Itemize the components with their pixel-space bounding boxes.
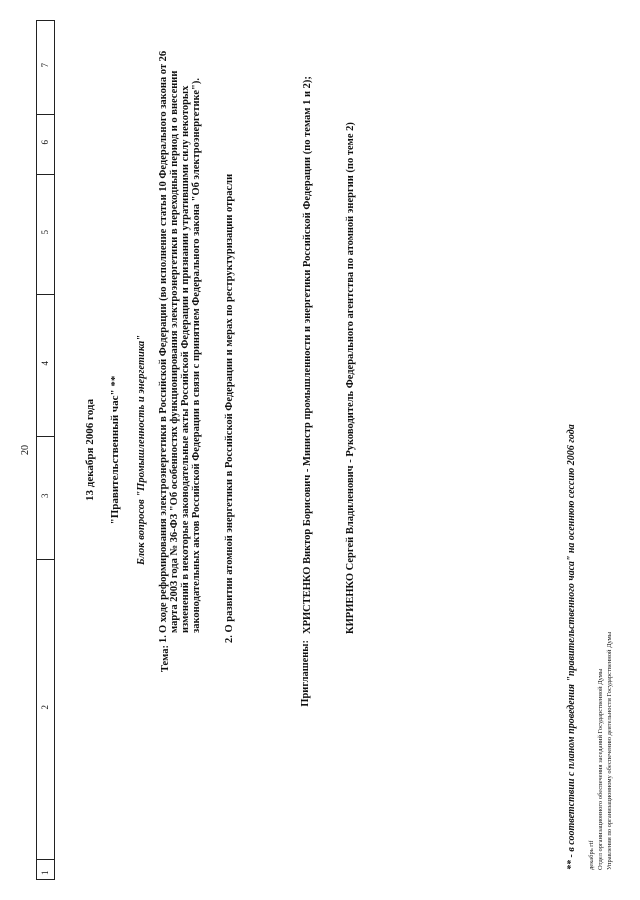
column-header-7: 7: [40, 63, 50, 68]
topic-number: 2.: [224, 635, 235, 643]
directorate-line: Управления по организационному обеспечению деятельности Государственной Думы: [606, 631, 613, 870]
invited-label: Приглашены:: [300, 640, 311, 707]
topic-text: О ходе реформирования электроэнергетики в Российской Федерации (во исполнение статьи 10 Федерального закона от 26 марта 2003 года № 36-ФЗ "Об особенностях функционирования электроэнергетики в переходный период и о внесении изменений в некоторые законодательные акты Российской Федерации и признании утратившими силу некоторых законодательных актов Российской Федерации в связи с принятием Федерального закона "Об электроэнергетике").: [158, 50, 202, 633]
column-header-4: 4: [37, 294, 54, 436]
page-number: 20: [20, 445, 31, 455]
topic-item: [224, 43, 235, 643]
footnote: ** - в соответствии с планом проведения "правительственного часа" на осеннюю сессию 2006 года: [566, 424, 577, 870]
topic-number: 1.: [158, 635, 169, 643]
department-line: Отдел организационного обеспечения заседаний Государственной Думы: [597, 668, 604, 870]
column-header-5: 5: [37, 174, 54, 294]
column-header-2: 2: [37, 559, 54, 859]
invited-person: [302, 34, 313, 634]
session-date: 13 декабря 2006 года: [84, 399, 96, 501]
invited-person-role: - Руководитель Федерального агентства по атомной энергии (по теме 2): [345, 122, 356, 466]
question-block-title: Блок вопросов "Промышленность и энергетика": [136, 335, 147, 566]
topic-text: О развитии атомной энергетики в Российской Федерации и мерах по реструктуризации отрасли: [224, 173, 235, 633]
column-header-1: 1: [37, 859, 54, 879]
invited-person-name: КИРИЕНКО Сергей Владиленович: [345, 465, 356, 634]
invited-person-name: ХРИСТЕНКО Виктор Борисович: [302, 474, 313, 634]
invited-person-role: - Министр промышленности и энергетики Российской Федерации (по темам 1 и 2);: [302, 76, 313, 475]
column-header-3: 3: [37, 436, 54, 559]
topic-label: Тема:: [160, 645, 171, 673]
invited-person: [345, 34, 356, 634]
file-name-line: декабрь rtf: [588, 840, 595, 870]
column-header-strip: [36, 20, 55, 880]
column-header-6: 6: [37, 114, 54, 174]
document-heading: "Правительственный час" **: [109, 375, 121, 525]
